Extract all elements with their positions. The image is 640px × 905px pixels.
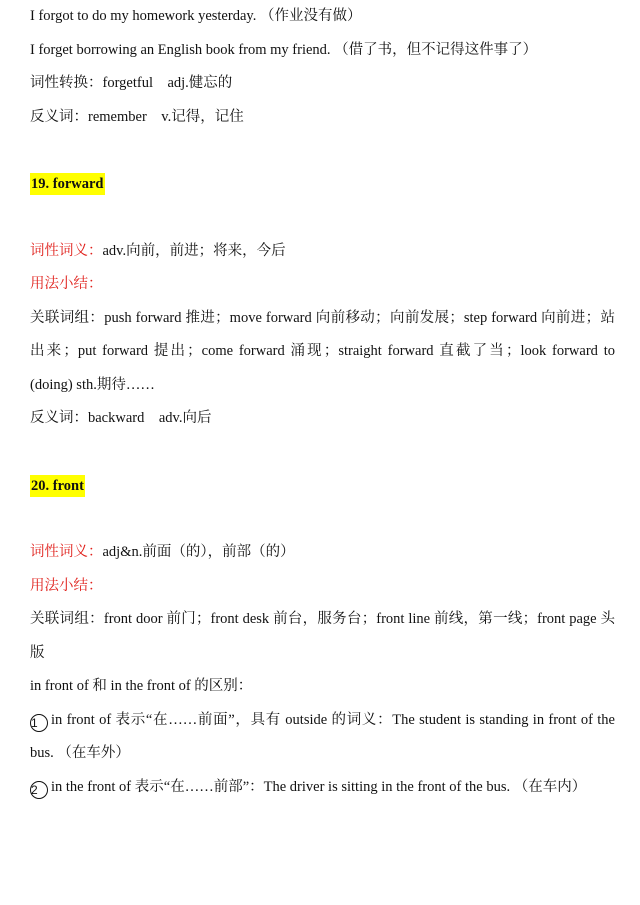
- spacer: [30, 503, 615, 537]
- word-conversion: 词性转换：forgetful adj.健忘的: [30, 75, 233, 91]
- section-20-usage-label: 用法小结：: [30, 577, 103, 594]
- spacer: [30, 134, 615, 168]
- pos-label: 词性词义：: [30, 544, 103, 560]
- pos-text: adv.向前，前进；将来，今后: [102, 242, 286, 259]
- pos-text: adj&n.前面（的），前部（的）: [102, 544, 295, 560]
- section-19-heading-row: [30, 168, 615, 202]
- section-19-usage-label: 用法小结：: [30, 276, 103, 292]
- circled-number-1-icon: 1: [30, 714, 48, 732]
- pos-label: 词性词义：: [30, 242, 103, 259]
- circled-number-2-icon: 2: [30, 781, 48, 799]
- document-page: [30, 0, 615, 804]
- section-20-difference: in front of 和 in the front of 的区别：: [30, 678, 253, 694]
- section-19-phrases: 关联词组：push forward 推进；move forward 向前移动；向前发展；step forward 向前进；站出来；put forward 提出；come forward 涌现；straight forward 直截了当；look forward to (doing) sth.期待……: [30, 309, 615, 393]
- section-20-phrases: 关联词组：front door 前门；front desk 前台，服务台；front line 前线，第一线；front page 头版: [30, 611, 615, 661]
- antonym-remember: 反义词：remember v.记得，记住: [30, 108, 244, 125]
- section-20-pos: [30, 536, 615, 570]
- example-sentence-forget: I forget borrowing an English book from my friend. （借了书，但不记得这件事了）: [30, 41, 538, 58]
- item-2-text: in the front of 表示“在……前部”：The driver is sitting in the front of the bus. （在车内）: [51, 778, 587, 795]
- example-sentence-forgot: I forgot to do my homework yesterday. （作业没有做）: [30, 8, 362, 24]
- spacer: [30, 436, 615, 470]
- spacer: [30, 201, 615, 235]
- section-19-antonym: 反义词：backward adv.向后: [30, 410, 212, 426]
- section-19-pos: [30, 235, 615, 269]
- section-19-heading: 19. forward: [30, 173, 105, 195]
- section-20-heading: 20. front: [30, 475, 85, 497]
- section-20-item-1: [30, 704, 615, 771]
- section-20-heading-row: [30, 469, 615, 503]
- item-1-text: in front of 表示“在……前面”，具有 outside 的词义：The student is standing in front of the bus. （在车外）: [30, 711, 615, 761]
- section-20-item-2: [30, 771, 615, 805]
